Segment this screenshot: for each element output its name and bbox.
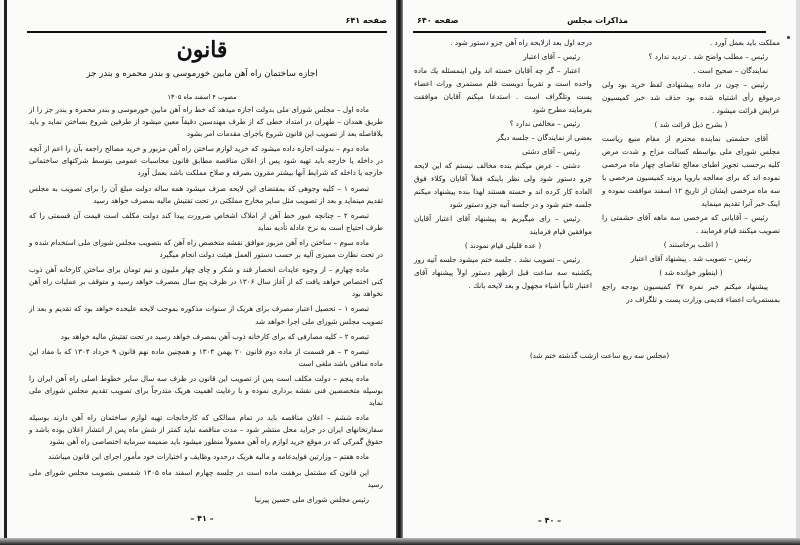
note-1: تبصره ۱ – کلیه وجوهی که بمقتضای این لایحه صرف میشود همه ساله دولت مبلغ آن را برای تصویب به مجلس تقدیم مینماید و بعد از تصویب مثل سایر مخارج مملکتی در تحت تفتیش مالیه بمصرف خواهد رسید — [29, 183, 383, 205]
page-edge — [796, 0, 800, 545]
left-page-label: صفحه ۶۴۱ — [345, 16, 387, 25]
article-2: ماده دوم – بدولت اجازه داده میشود که خرید لوازم ساختن راه آهن مزبور و خرید مصالح راجعه بآن را اعم از آنچه در داخله یا خارجه باید تهیه شود پس از اعلان مناقصه مطابق قانون محاسبات عمومی بتوسط شرکتهای ساختمانی خارجه یا داخله که شرایط آنها بیشتر مقرون بصرفه و صلاح مملکت باشد بعمل آورد — [29, 144, 383, 178]
right-page-number: – ۴۰ – — [537, 516, 562, 525]
speech-line: بعضی از نمایندگان – جلسه دیگر — [496, 133, 592, 142]
speech-line: رئیس – تصویب نشد . جلسه ختم میشود جلسه آتیه روز یکشنبه سه ساعت قبل ازظهر دستور اولاً پیشنهاد آقای اعتبار ثانیاً اشیاء مجهول و بعد لایحه بانك . — [414, 255, 592, 290]
speech-line: رئیس – مخالفی ندارد ؟ — [509, 119, 580, 128]
signature: رئیس مجلس شورای ملی حسین پیرنیا — [254, 494, 369, 504]
speech-line: دشتی – عرض میکنم بنده مخالف نیستم که این لایحه جزو دستور شود ولی نظر باینکه فعلاً آقایان وکلاء فوق العاده کار کرده اند و خسته هستند لهذا بنده پیشنهاد میکنم جلسه ختم شود و در جلسه آتیه جزو دستور شود — [414, 161, 592, 209]
speech-line: پیشنهاد میکنم خبر نمره ۳۷ کمیسیون بودجه راجع بمستمریات اعضاء قدیمی وزارت پست و تلگراف در — [602, 282, 780, 304]
speech-line: رئیس – آقای دشتی — [522, 147, 580, 156]
speech-line: درجه اول بعد ازلایحه راه آهن جزو دستور شود . — [450, 38, 592, 47]
law-articles — [29, 104, 383, 509]
speech-line: رئیس – آقایانی که مرخصی سه ماهه آقای حشمتی را تصویب میکنند قیام فرمایند . — [602, 213, 780, 235]
speech-line: رئیس – مطلب واضح شد . تردید ندارد ؟ — [648, 52, 768, 61]
law-title: قانون — [176, 37, 228, 63]
left-running-head — [27, 16, 387, 30]
ratification-statement: این قانون که مشتمل برهفت ماده است در جلسه چهارم اسفند ماه ۱۳۰۵ شمسی بتصویب مجلس شورای ملی رسید — [29, 467, 383, 489]
speech-line: رئیس – آقای اعتبار — [523, 52, 580, 61]
stage-direction: ( اینطور خوانده شد ) — [659, 268, 723, 277]
article-5: ماده پنجم – دولت مکلف است پس از تصویب این قانون در ظرف سه سال سایر خطوط اصلی راه آهن ایران را بوسیله متخصصین فنی نقشه برداری نموده و با رعایت اهمیت هریک متدرجاً برای تصویب تقدیم مجلس شورای ملی نماید — [29, 373, 383, 408]
right-running-head — [413, 16, 782, 30]
speech-line: اعتبار – گر چه آقایان خسته اند ولی اینمسئله یك ماده واحده است و تقریباً دویست قلم مستمری وراث اعضاء پست وتلگراف است . استدعا میکنم آقایان موافقت بفرمایند مطرح شود — [414, 66, 592, 114]
header-rule — [27, 31, 387, 33]
session-closing-note: (مجلس سه ربع ساعت ازشب گذشته ختم شد) — [529, 351, 670, 360]
article-1: ماده اول – مجلس شورای ملی بدولت اجازه میدهد که خط راه آهن مابین خورموسی و بندر محمره و بندر جز را از طریق همدان – طهران در امتداد خطی که از طرف مهندسین دقیقاً معین میشود از طرفین شروع بساختن نماید و باید بلافاصله بعد از تصویب این قانون شروع باجرای مقدمات امر بشود — [29, 105, 383, 139]
note-2: تبصره ۲ – چنانچه عبور خط آهن از املاک اشخاص ضرورت پیدا کند دولت مکلف است قیمت آن قسمتی را که طرف احتیاج است به نرخ عادله تأدیه نماید — [29, 210, 383, 232]
speech-line: رئیس – رای میگیریم به پیشنهاد آقای اعتبار آقایان موافقین قیام فرمایند — [414, 214, 592, 236]
stage-direction: ( عده قلیلی قیام نمودند ) — [464, 241, 542, 250]
article-3: ماده سوم – ساختن راه آهن مزبور موافق نقشه متخصص راه آهن که بتصویب مجلس شورای ملی استخدام شده و در تحت نظارت ممیزی آلیه بر حسب دستور العمل هیئت دولت انجام میگیرد — [29, 237, 383, 260]
right-page-label: صفحه ۶۴۰ — [417, 16, 459, 25]
speech-line: رئیس – چون در ماده پیشنهادی لفظ خرید بود ولی درموقع رأی اشتباه شده بود حذف شد خبر کمیسیون عرایض قرائت میشود . — [602, 80, 780, 115]
running-title: مذاکرات مجلس — [567, 16, 628, 25]
stage-direction: ( اغلب برخاستند ) — [663, 240, 719, 249]
stage-direction: ( بشرح ذیل قرائت شد ) — [654, 120, 728, 129]
note-3: تبصره ۳ – هر قسمت از ماده دوم قانون ۲۰ بهمن ۱۳۰۴ و همچنین ماده نهم قانون ۹ خرداد ۱۳۰۴ که با مفاد این ماده منافی باشد ملغی است — [29, 346, 383, 368]
law-approval-date: مصوب ۴ اسفند ماه ۱۳۰۵ — [167, 93, 237, 101]
right-page — [403, 0, 796, 545]
speech-line: رئیس – تصویب شد . پیشنهاد آقای اعتبار — [630, 254, 752, 263]
law-subtitle: اجازه ساختمان راه آهن مابین خورموسی و بندر محمره و بندر جز — [86, 69, 318, 79]
left-column — [414, 36, 592, 293]
left-page-number: – ۴۱ – — [190, 514, 214, 523]
article-4: ماده چهارم – از وجوه عایدات انحصار قند و شکر و چای چهار ملیون و نیم تومان برای ساختن کارخانه آهن ذوب کنی اختصاص خواهد یافت که از آغاز سال ۱۳۰۶ در ظرف پنج سال بمصرف خواهد رسید و متوقف بر عملیات راه آهن نخواهد بود — [29, 265, 384, 299]
scan-speck — [787, 36, 790, 39]
speech-line: آقای حشمتی نماینده محترم از مقام منیع ریاست مجلس شورای ملی بواسطه کسالت مزاج و شدت مرض کلیه برحسب تجویز اطبای معالج تقاضای چهار ماه مرخصی نموده اند که برای معالجه باروپا بروند کمیسیون مرخصی با سه ماه مرخصی ایشان از تاریخ ۱۲ اسفند موافقت نموده و اینک خبر آنرا تقدیم مینماید — [602, 134, 780, 208]
note-1b: تبصره ۱ – تحصیل اعتبار مصرف برای هریک از سنوات مذکوره بموجب لایحه علیحده خواهد بود که تقدیم و بعد از تصویب مجلس شورای ملی اجرا خواهد شد — [29, 304, 383, 326]
left-page — [4, 0, 397, 545]
right-column — [602, 36, 780, 307]
speech-line: مملکت باید بعمل آورد . — [709, 38, 780, 47]
article-7: ماده هفتم – وزارتین فوایدعامه و مالیه هریک درحدود وظایف و اختیارات خود مأمور اجرای این قانون میباشند — [48, 452, 369, 462]
header-rule — [413, 31, 766, 33]
scan-bottom-edge — [0, 538, 800, 545]
speech-line: نمایندگان – صحیح است . — [693, 66, 768, 75]
article-6: ماده ششم – اعلان مناقصه باید در تمام ممالکی که کارخانجات تهیه لوازم ساختمان راه آهن دارند بوسیله سفارتخانهای ایران در جراید محل منتشر شود – مدت مناقصه نباید کمتر از شش ماه پس از انتشار اعلان بوده باشد و حقوق گمرکی که در موقع خرید لوازم راه آهن معمولاً منظور میشود باید ضمیمه سرمایه اختصاصی راه آهن بشود — [29, 413, 383, 447]
note-2b: تبصره ۲ – کلیه مصارفی که برای کارخانه ذوب آهن بمصرف خواهد رسید در تحت تفتیش مالیه خواهد بود — [60, 331, 369, 341]
